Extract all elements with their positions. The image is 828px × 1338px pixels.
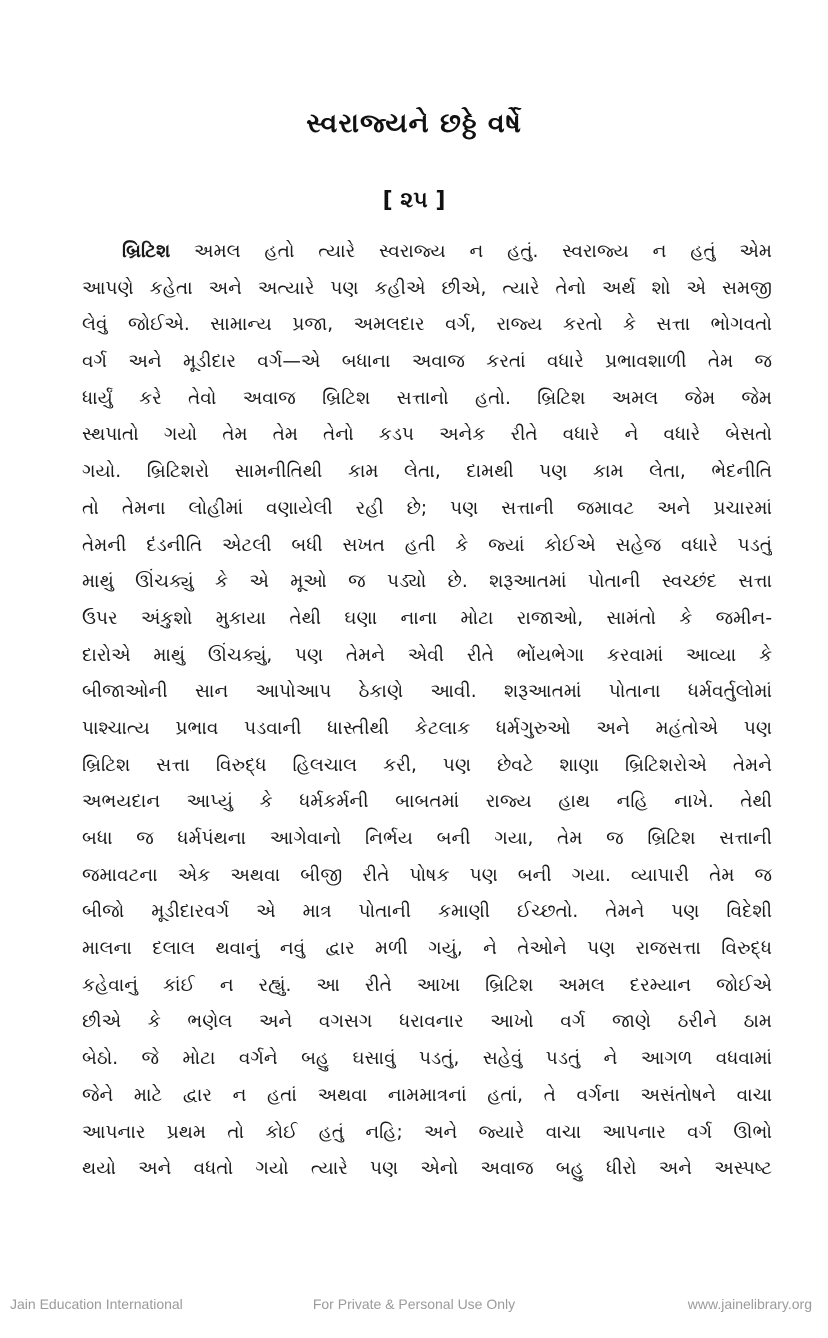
paragraph-line: બધા જ ધર્મપંથના આગેવાનો નિર્ભય બની ગયા, તેમ જ બ્રિટિશ સત્તાની	[82, 828, 772, 849]
paragraph-line: બીજો મૂડીદારવર્ગ એ માત્ર પોતાની કમાણી ઈચ્છતો. તેમને પણ વિદેશી	[82, 901, 772, 923]
paragraph-line: તો તેમના લોહીમાં વણાયેલી રહી છે; પણ સત્તાની જમાવટ અને પ્રચારમાં	[82, 497, 772, 519]
paragraph-line: થયો અને વધતો ગયો ત્યારે પણ એનો અવાજ બહુ ધીરો અને અસ્પષ્ટ	[82, 1158, 772, 1180]
footer-usage-notice: For Private & Personal Use Only	[312, 1296, 516, 1312]
paragraph-line: ગયો. બ્રિટિશરો સામનીતિથી કામ લેતા, દામથી પણ કામ લેતા, ભેદનીતિ	[82, 461, 772, 483]
paragraph-line	[82, 234, 772, 271]
chapter-number: [ ૨૫ ]	[382, 188, 446, 213]
bold-lead-word: બ્રિટિશ	[122, 241, 171, 262]
paragraph-line: માથું ઊંચક્યું કે એ મૂઓ જ પડ્યો છે. શરૂઆતમાં પોતાની સ્વચ્છંદ સત્તા	[82, 571, 772, 593]
paragraph-line: કહેવાનું કાંઈ ન રહ્યું. આ રીતે આખા બ્રિટિશ અમલ દરમ્યાન જોઈએ	[82, 974, 772, 996]
paragraph-line: માલના દલાલ થવાનું નવું દ્વાર મળી ગયું, ને તેઓને પણ રાજસત્તા વિરુદ્ધ	[82, 938, 772, 960]
paragraph-line: સ્થપાતો ગયો તેમ તેમ તેનો કડપ અનેક રીતે વધારે ને વધારે બેસતો	[82, 424, 772, 446]
paragraph-line: બેઠો. જે મોટા વર્ગને બહુ ઘસાવું પડતું, સહેવું પડતું ને આગળ વધવામાં	[82, 1048, 772, 1070]
paragraph-line: જેને માટે દ્વાર ન હતાં અથવા નામમાત્રનાં હતાં, તે વર્ગના અસંતોષને વાચા	[82, 1084, 772, 1106]
footer-publisher: Jain Education International	[10, 1296, 183, 1312]
paragraph-line: અભયદાન આપ્યું કે ધર્મકર્મની બાબતમાં રાજ્ય હાથ નહિ નાખે. તેથી	[82, 791, 772, 813]
paragraph-line: વર્ગ અને મૂડીદાર વર્ગ—એ બધાના અવાજ કરતાં વધારે પ્રભાવશાળી તેમ જ	[82, 351, 772, 373]
paragraph-line: ઉપર અંકુશો મુકાયા તેથી ઘણા નાના મોટા રાજાઓ, સામંતો કે જમીન-	[82, 607, 772, 629]
paragraph-line: બીજાઓની સાન આપોઆપ ઠેકાણે આવી. શરૂઆતમાં પોતાના ધર્મવર્તુલોમાં	[82, 681, 772, 703]
footer-website-link[interactable]: www.jainelibrary.org	[687, 1296, 812, 1312]
body-text	[82, 234, 772, 1188]
chapter-title: સ્વરાજ્યને છઠ્ઠે વર્ષે	[306, 108, 522, 139]
paragraph-line: લેવું જોઈએ. સામાન્ય પ્રજા, અમલદાર વર્ગ, રાજ્ય કરતો કે સત્તા ભોગવતો	[82, 314, 772, 336]
paragraph-line: જમાવટના એક અથવા બીજી રીતે પોષક પણ બની ગયા. વ્યાપારી તેમ જ	[82, 864, 772, 886]
paragraph-line: ધાર્યું કરે તેવો અવાજ બ્રિટિશ સત્તાનો હતો. બ્રિટિશ અમલ જેમ જેમ	[82, 387, 772, 409]
paragraph-line: તેમની દંડનીતિ એટલી બધી સખત હતી કે જ્યાં કોઈએ સહેજ વધારે પડતું	[82, 534, 772, 556]
paragraph-line: દારોએ માથું ઊંચક્યું, પણ તેમને એવી રીતે ભોંયભેગા કરવામાં આવ્યા કે	[82, 644, 772, 666]
line-text: અમલ હતો ત્યારે સ્વરાજ્ય ન હતું. સ્વરાજ્ય ન હતું એમ	[170, 241, 772, 262]
paragraph-line: આપનાર પ્રથમ તો કોઈ હતું નહિ; અને જ્યારે વાચા આપનાર વર્ગ ઊભો	[82, 1121, 772, 1143]
paragraph-line: આપણે કહેતા અને અત્યારે પણ કહીએ છીએ, ત્યારે તેનો અર્થ શો એ સમજી	[82, 277, 772, 299]
paragraph-line: પાશ્ચાત્ય પ્રભાવ પડવાની ધાસ્તીથી કેટલાક ધર્મગુરુઓ અને મહંતોએ પણ	[82, 717, 772, 739]
paragraph-line: છીએ કે ભણેલ અને વગસગ ધરાવનાર આખો વર્ગ જાણે ઠરીને ઠામ	[82, 1011, 772, 1033]
page-footer	[0, 1296, 828, 1320]
paragraph-line: બ્રિટિશ સત્તા વિરુદ્ધ હિલચાલ કરી, પણ છેવટે શાણા બ્રિટિશરોએ તેમને	[82, 754, 772, 776]
